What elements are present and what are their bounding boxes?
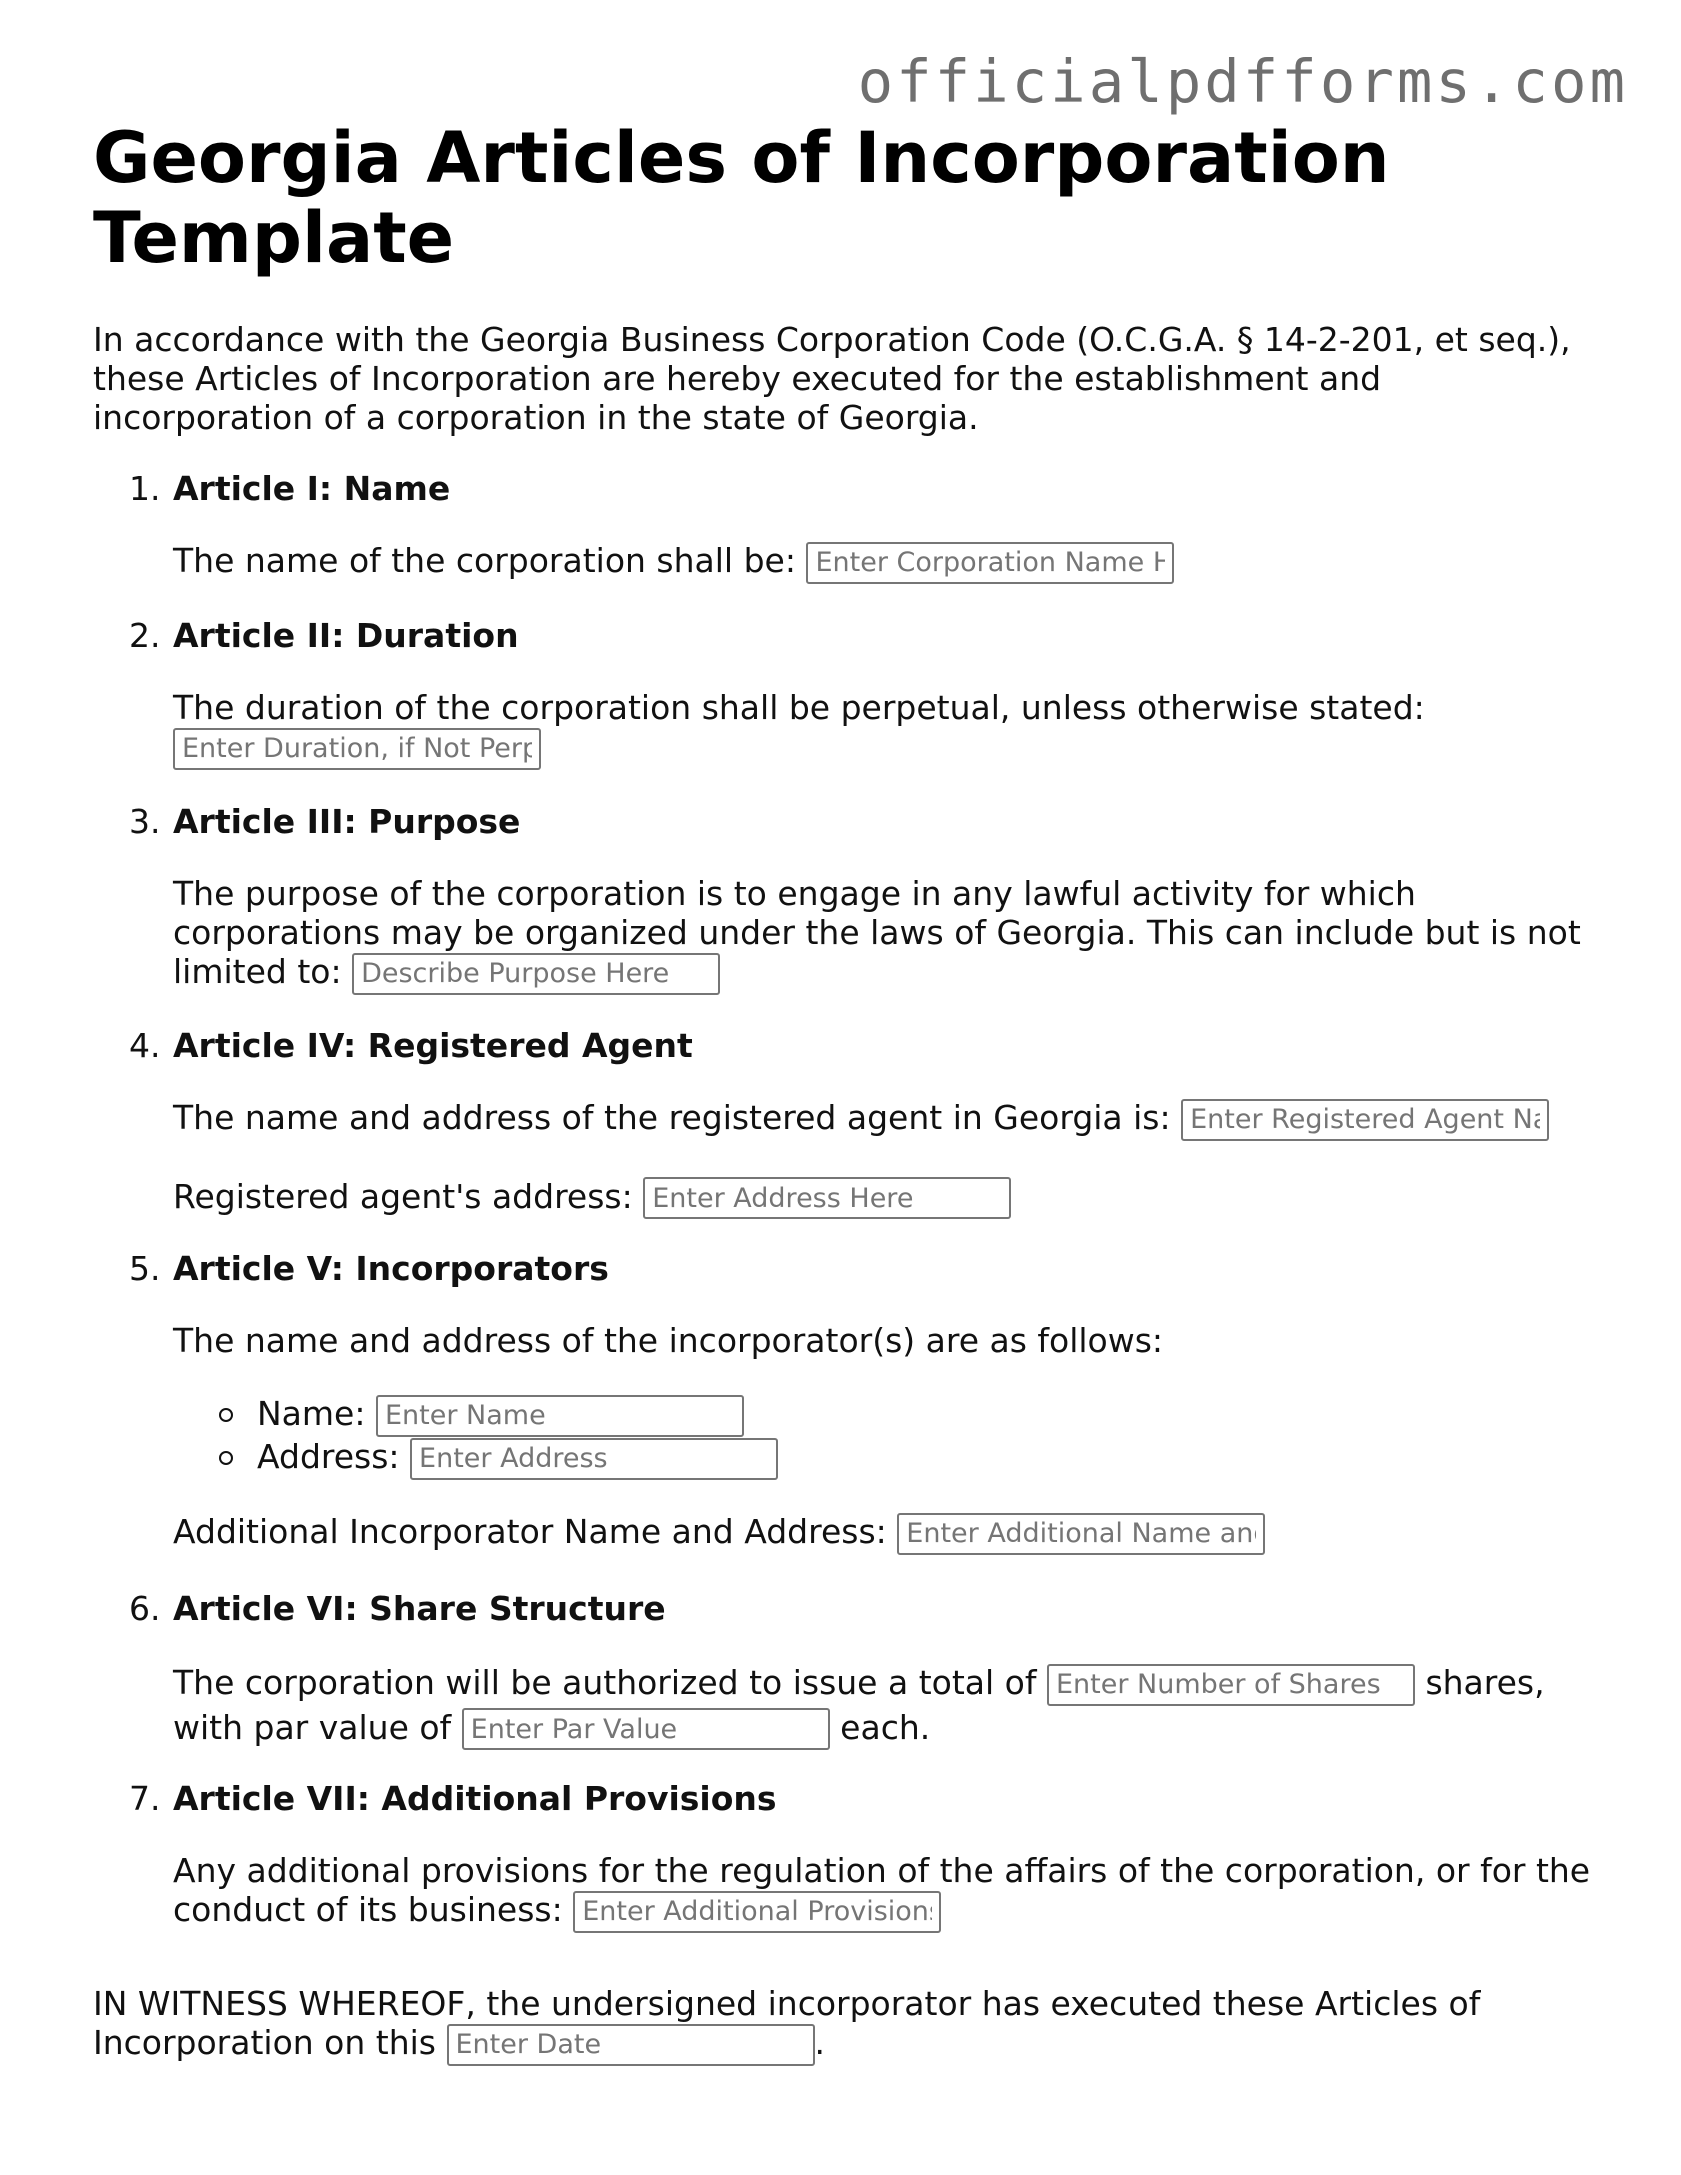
additional-incorporator-label: Additional Incorporator Name and Address: <box>173 1512 887 1551</box>
page-title: Georgia Articles of Incorporation Template <box>93 117 1390 279</box>
article-provisions-paragraph <box>173 1851 1593 1933</box>
incorporator-address-item <box>173 1437 1593 1480</box>
incorporator-address-label: Address: <box>257 1437 400 1476</box>
shares-text-before: The corporation will be authorized to issue a total of <box>173 1663 1037 1702</box>
article-agent-heading <box>129 1026 1593 1065</box>
incorporator-name-input[interactable] <box>376 1395 744 1437</box>
article-number: 4. <box>129 1026 161 1065</box>
incorporator-name-item <box>173 1394 1593 1437</box>
article-shares-section <box>129 1589 1593 1750</box>
article-purpose-text: The purpose of the corporation is to engage in any lawful activity for which corporations may be organized under the laws of Georgia. This can include but is not limited to: <box>173 874 1581 991</box>
document <box>93 117 1603 2062</box>
registered-agent-address-input[interactable] <box>643 1177 1011 1219</box>
duration-input[interactable] <box>173 728 541 770</box>
witness-text: IN WITNESS WHEREOF, the undersigned incorporator has executed these Articles of Incorporation on this <box>93 1984 1481 2062</box>
article-number: 1. <box>129 469 161 508</box>
article-duration-section <box>129 616 1593 770</box>
par-value-input[interactable] <box>462 1708 830 1750</box>
registered-agent-address-label: Registered agent's address: <box>173 1176 633 1216</box>
article-number: 2. <box>129 616 161 655</box>
article-name-heading <box>129 469 1593 508</box>
site-watermark: officialpdfforms.com <box>857 47 1628 116</box>
article-duration-paragraph <box>173 688 1593 770</box>
additional-incorporator-paragraph <box>173 1512 1593 1555</box>
incorporator-name-label: Name: <box>257 1394 366 1433</box>
article-title: Article I: Name <box>173 469 451 508</box>
par-value-label: with par value of <box>173 1707 452 1747</box>
article-provisions-heading <box>129 1779 1593 1818</box>
shares-text-middle: shares, <box>1425 1663 1545 1702</box>
shares-text-after: each. <box>840 1707 931 1747</box>
article-provisions-text: Any additional provisions for the regulation of the affairs of the corporation, or for the conduct of its business: <box>173 1851 1591 1929</box>
article-duration-text: The duration of the corporation shall be perpetual, unless otherwise stated: <box>173 688 1425 727</box>
article-incorporators-heading <box>129 1249 1593 1288</box>
article-name-text: The name of the corporation shall be: <box>173 541 796 580</box>
additional-incorporator-input[interactable] <box>897 1513 1265 1555</box>
article-number: 3. <box>129 802 161 841</box>
article-title: Article VI: Share Structure <box>173 1589 666 1628</box>
article-number: 6. <box>129 1589 161 1628</box>
article-number: 7. <box>129 1779 161 1818</box>
article-shares-heading <box>129 1589 1593 1628</box>
article-title: Article III: Purpose <box>173 802 521 841</box>
article-title: Article II: Duration <box>173 616 519 655</box>
purpose-input[interactable] <box>352 953 720 995</box>
article-name-section <box>129 469 1593 584</box>
article-title: Article V: Incorporators <box>173 1249 609 1288</box>
registered-agent-name-input[interactable] <box>1181 1099 1549 1141</box>
article-duration-heading <box>129 616 1593 655</box>
number-of-shares-input[interactable] <box>1047 1664 1415 1706</box>
date-input[interactable] <box>447 2024 815 2066</box>
article-agent-text: The name and address of the registered agent in Georgia is: <box>173 1098 1171 1137</box>
incorporator-list <box>173 1394 1593 1480</box>
article-purpose-section <box>129 802 1593 995</box>
article-provisions-section <box>129 1779 1593 1933</box>
incorporator-address-input[interactable] <box>410 1438 778 1480</box>
article-purpose-heading <box>129 802 1593 841</box>
article-shares-paragraph <box>173 1661 1593 1750</box>
corporation-name-input[interactable] <box>806 542 1174 584</box>
article-agent-paragraph <box>173 1098 1593 1141</box>
article-incorporators-section <box>129 1249 1593 1555</box>
witness-paragraph <box>93 1984 1603 2066</box>
article-agent-address-paragraph <box>173 1177 1593 1220</box>
article-agent-section <box>129 1026 1593 1219</box>
additional-provisions-input[interactable] <box>573 1891 941 1933</box>
article-title: Article VII: Additional Provisions <box>173 1779 777 1818</box>
article-name-paragraph <box>173 541 1593 584</box>
intro-paragraph: In accordance with the Georgia Business Corporation Code (O.C.G.A. § 14-2-201, et seq.), these Articles of Incorporation are hereby executed for the establishment and incorporation of a corporation in the state of Georgia. <box>93 320 1571 437</box>
article-number: 5. <box>129 1249 161 1288</box>
article-incorporators-text: The name and address of the incorporator(s) are as follows: <box>173 1321 1164 1360</box>
witness-period: . <box>814 2023 825 2062</box>
article-title: Article IV: Registered Agent <box>173 1026 693 1065</box>
article-purpose-paragraph <box>173 874 1593 995</box>
